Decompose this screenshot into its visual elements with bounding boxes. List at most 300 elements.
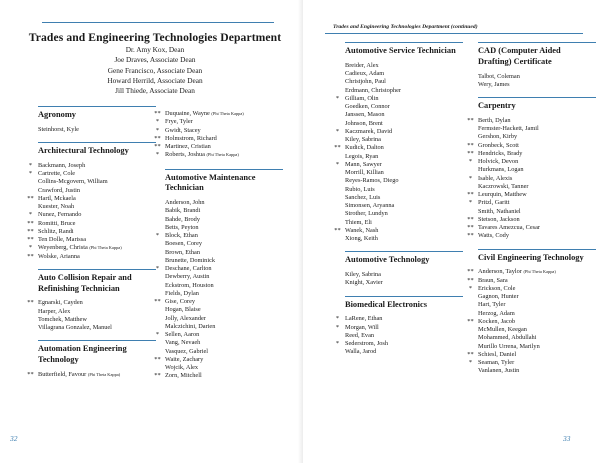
graduate-name: Vang, Nevaeh xyxy=(165,339,201,347)
honor-marker: ** xyxy=(154,143,161,150)
graduate-name: Weyenberg, Christa xyxy=(38,244,88,252)
graduate-name: Cadieux, Adam xyxy=(345,70,385,78)
graduate-name: Pritzl, Garitt xyxy=(478,199,510,207)
list-item xyxy=(478,208,596,216)
list-item xyxy=(165,290,293,298)
program-title: Auto Collision Repair and Refinishing Technician xyxy=(38,272,132,293)
list-item xyxy=(478,326,596,334)
honor-marker: * xyxy=(468,199,473,207)
list-item xyxy=(345,186,467,194)
graduate-name: Anderson, Taylor xyxy=(478,268,522,276)
graduate-name: Jolly, Alexander xyxy=(165,314,206,322)
graduate-name: LaRene, Ethan xyxy=(345,315,383,323)
list-item xyxy=(478,301,596,309)
list-item xyxy=(467,191,596,199)
list-item xyxy=(345,78,467,86)
list-item xyxy=(27,227,158,236)
list-item xyxy=(165,249,293,257)
honor-marker: ** xyxy=(467,149,474,157)
list-item xyxy=(27,299,158,307)
honor-marker: * xyxy=(335,323,340,331)
graduate-name: Stetson, Jackson xyxy=(478,215,520,223)
list-item xyxy=(478,334,596,342)
list-item xyxy=(38,316,158,324)
graduate-name: Mann, Sawyer xyxy=(345,160,382,168)
graduate-name: Talbot, Coleman xyxy=(478,72,520,80)
list-item xyxy=(468,174,596,183)
graduate-name: Fields, Dylan xyxy=(165,289,199,297)
list-item xyxy=(478,367,596,375)
list-item xyxy=(345,87,467,95)
graduate-name: Egnarski, Cayden xyxy=(38,299,83,307)
honor-marker: * xyxy=(155,118,160,126)
section-rule xyxy=(345,42,463,43)
honor-marker: ** xyxy=(467,232,474,240)
graduate-name: Hartl, Mckaela xyxy=(38,194,76,202)
list-item xyxy=(345,235,467,243)
graduate-name: Christjohn, Paul xyxy=(345,78,386,86)
honor-marker: ** xyxy=(154,298,161,306)
graduate-name: Strother, Lundyn xyxy=(345,210,388,218)
graduate-name: Erickson, Cole xyxy=(478,284,516,292)
honor-marker: ** xyxy=(467,224,474,232)
graduate-name: Kaczmarek, David xyxy=(345,127,393,135)
list-item xyxy=(467,317,596,326)
list-item xyxy=(478,293,596,301)
graduate-name: Brunette, Dominick xyxy=(165,256,216,264)
list-item xyxy=(345,202,467,210)
honor-marker: ** xyxy=(154,355,161,363)
graduate-name: Sellen, Aaron xyxy=(165,331,200,339)
list-item xyxy=(478,81,596,89)
graduate-name: Betts, Peyton xyxy=(165,223,199,231)
graduate-name: Vasquez, Gabriel xyxy=(165,347,209,355)
right-page xyxy=(303,0,600,463)
program-section xyxy=(478,42,596,89)
list-item xyxy=(345,103,467,111)
list-item xyxy=(165,348,293,356)
honor-marker: * xyxy=(155,232,160,240)
graduate-name: Gise, Corey xyxy=(165,298,196,306)
list-item xyxy=(345,136,467,144)
honor-marker: * xyxy=(155,126,160,134)
graduate-name: Kaczrowski, Tanner xyxy=(478,182,529,190)
section-rule xyxy=(478,42,596,43)
graduate-name: Brown, Ethan xyxy=(165,248,200,256)
graduate-name: Simonsen, Aryanna xyxy=(345,202,395,210)
staff-list xyxy=(10,45,300,96)
staff-line: Howard Herrild, Associate Dean xyxy=(107,75,203,85)
list-item xyxy=(27,371,158,379)
graduate-name: Walla, Jarod xyxy=(345,348,377,356)
program-title: Automotive Maintenance Technician xyxy=(165,172,256,193)
graduate-name: Boesen, Corey xyxy=(165,240,203,248)
honor-marker: * xyxy=(335,340,340,348)
list-item xyxy=(27,236,158,244)
graduate-name: Steinhorst, Kyle xyxy=(38,125,79,133)
list-item xyxy=(478,133,596,141)
list-item xyxy=(155,151,293,159)
graduate-list xyxy=(345,271,467,288)
list-item xyxy=(165,306,293,314)
graduate-name: Gagnon, Hunter xyxy=(478,293,519,301)
graduate-list xyxy=(27,299,158,332)
graduate-name: Breider, Alex xyxy=(345,61,379,69)
graduate-name: Isable, Alexis xyxy=(478,174,513,182)
graduate-name: Knight, Xavier xyxy=(345,279,383,287)
list-item xyxy=(467,149,596,158)
graduate-name: Fermster-Hackett, Jamil xyxy=(478,125,539,133)
graduate-list xyxy=(27,161,158,261)
list-item xyxy=(335,315,467,323)
list-item xyxy=(478,183,596,191)
list-item xyxy=(478,125,596,133)
list-item xyxy=(345,348,467,356)
honor-note: (Phi Theta Kappa) xyxy=(523,269,556,275)
graduate-name: Eckstrom, Houston xyxy=(165,281,214,289)
graduate-name: Block, Ethan xyxy=(165,232,198,240)
list-item xyxy=(154,298,293,306)
staff-line: Gene Francisco, Associate Dean xyxy=(107,65,203,75)
left-column-1 xyxy=(27,106,158,387)
list-item xyxy=(165,224,293,232)
graduate-name: Butterfield, Favour xyxy=(38,371,87,379)
program-section xyxy=(334,42,467,243)
list-item xyxy=(335,160,467,169)
honor-marker: ** xyxy=(154,134,161,142)
graduate-list xyxy=(154,199,293,381)
continued-list xyxy=(154,110,293,160)
staff-line: Jill Thiede, Associate Dean xyxy=(115,86,195,96)
graduate-name: Gershon, Kirby xyxy=(478,133,518,141)
honor-marker: ** xyxy=(27,299,34,307)
graduate-name: Hogan, Blaise xyxy=(165,306,201,314)
right-column-2 xyxy=(467,42,596,384)
list-item xyxy=(27,252,158,261)
honor-marker: ** xyxy=(467,191,474,199)
list-item xyxy=(335,94,467,103)
list-item xyxy=(467,276,596,285)
graduate-name: Harper, Alex xyxy=(38,307,71,315)
graduate-name: Roberts, Joshua xyxy=(165,151,205,159)
honor-marker: ** xyxy=(27,371,34,379)
list-item xyxy=(345,219,467,227)
graduate-name: Wolske, Arianna xyxy=(38,252,80,260)
section-rule xyxy=(478,97,596,98)
list-item xyxy=(165,207,293,215)
title-rule xyxy=(42,22,274,23)
list-item xyxy=(165,199,293,207)
list-item xyxy=(154,355,293,364)
graduate-name: Crawford, Justin xyxy=(38,186,80,194)
list-item xyxy=(345,120,467,128)
list-item xyxy=(345,70,467,78)
program-section xyxy=(27,340,158,379)
graduate-name: Leurquin, Matthew xyxy=(478,191,527,199)
graduate-name: Wojcik, Alex xyxy=(165,364,199,372)
program-title: CAD (Computer Aided Drafting) Certificate xyxy=(478,46,561,66)
list-item xyxy=(335,323,467,332)
graduate-name: Kudick, Dalton xyxy=(345,144,384,152)
graduate-name: Kocken, Jacob xyxy=(478,317,516,325)
list-item xyxy=(165,315,293,323)
list-item xyxy=(38,187,158,195)
program-title: Automotive Technology xyxy=(345,255,430,265)
list-item xyxy=(345,169,467,177)
graduate-name: Schiesl, Daniel xyxy=(478,350,517,358)
list-item xyxy=(467,232,596,240)
honor-marker: * xyxy=(468,158,473,166)
program-title: Biomedical Electronics xyxy=(345,299,427,309)
graduate-name: Vanlanen, Justin xyxy=(478,367,520,375)
graduate-list xyxy=(478,73,596,90)
program-title: Civil Engineering Technology xyxy=(478,252,584,262)
section-rule xyxy=(38,142,156,143)
list-item xyxy=(334,144,467,152)
honor-marker: ** xyxy=(27,227,34,235)
left-column-2 xyxy=(154,110,293,389)
graduate-name: Gilliam, Olin xyxy=(345,94,379,102)
graduate-name: Nunez, Fernando xyxy=(38,211,82,219)
honor-marker: ** xyxy=(334,144,341,152)
graduate-name: Anderson, John xyxy=(165,199,205,207)
program-section xyxy=(345,251,467,287)
graduate-name: Hart, Tyler xyxy=(478,301,506,309)
graduate-name: Watts, Cody xyxy=(478,232,509,240)
honor-marker: ** xyxy=(334,226,341,234)
list-item xyxy=(154,143,293,151)
graduate-name: Gwidt, Stacey xyxy=(165,126,201,134)
honor-marker: ** xyxy=(467,317,474,325)
list-item xyxy=(345,62,467,70)
honor-marker: * xyxy=(335,94,340,102)
graduate-name: Waite, Zachary xyxy=(165,355,204,363)
list-item xyxy=(345,271,467,279)
list-item xyxy=(478,343,596,351)
list-item xyxy=(27,194,158,203)
list-item xyxy=(27,219,158,228)
list-item xyxy=(165,240,293,248)
graduate-name: Kuester, Noah xyxy=(38,203,75,211)
graduate-name: Malczichini, Darien xyxy=(165,322,216,330)
honor-note: (Phi Theta Kappa) xyxy=(211,111,244,116)
graduate-name: Hendricks, Brady xyxy=(478,149,523,157)
honor-marker: * xyxy=(155,331,160,339)
honor-note: (Phi Theta Kappa) xyxy=(87,372,121,378)
list-item xyxy=(335,127,467,136)
list-item xyxy=(345,177,467,185)
section-rule xyxy=(345,296,463,297)
list-item xyxy=(28,244,158,252)
graduate-name: Smith, Nathaniel xyxy=(478,207,521,215)
program-section xyxy=(27,269,158,333)
graduate-name: Cartrette, Cole xyxy=(38,170,76,178)
list-item xyxy=(468,359,596,367)
graduate-name: Gronbeck, Scott xyxy=(478,141,519,149)
graduate-name: Holvick, Devon xyxy=(478,158,519,166)
graduate-name: Wanek, Nash xyxy=(345,226,379,234)
honor-marker: * xyxy=(468,284,473,292)
graduate-name: Tomchek, Matthew xyxy=(38,315,87,323)
list-item xyxy=(467,268,596,276)
graduate-name: Romitti, Bruce xyxy=(38,219,76,227)
program-section xyxy=(27,142,158,261)
graduate-name: Schlitz, Randi xyxy=(38,227,74,235)
list-item xyxy=(154,134,293,143)
list-item xyxy=(28,170,158,178)
list-item xyxy=(155,118,293,126)
list-item xyxy=(165,339,293,347)
graduate-name: Johnson, Brent xyxy=(345,119,383,127)
graduate-name: Sanchez, Luis xyxy=(345,193,381,201)
list-item xyxy=(467,141,596,150)
list-item xyxy=(478,166,596,174)
list-item xyxy=(165,323,293,331)
honor-marker: * xyxy=(155,265,160,273)
graduate-list xyxy=(467,116,596,241)
honor-marker: * xyxy=(468,359,473,367)
graduate-name: Braun, Sara xyxy=(478,276,508,284)
graduate-name: Zorn, Mitchell xyxy=(165,372,202,380)
program-section xyxy=(467,97,596,241)
list-item xyxy=(165,282,293,290)
staff-line: Dr. Amy Kox, Dean xyxy=(125,45,185,54)
graduate-name: Kiley, Sabrina xyxy=(345,271,381,279)
graduate-list xyxy=(334,61,467,244)
graduate-name: Hurkmans, Logan xyxy=(478,166,524,174)
graduate-name: Tavares Amezcua, Cesar xyxy=(478,224,540,232)
graduate-name: McMullen, Keegan xyxy=(478,326,527,334)
list-item xyxy=(38,126,158,134)
section-rule xyxy=(38,340,156,341)
list-item xyxy=(165,257,293,265)
honor-marker: * xyxy=(28,244,33,252)
section-rule xyxy=(38,106,156,107)
graduate-name: Goedken, Connor xyxy=(345,103,390,111)
list-item xyxy=(155,232,293,240)
graduate-name: Dewberry, Austin xyxy=(165,273,210,281)
honor-note: (Phi Theta Kappa) xyxy=(89,245,122,251)
graduate-list xyxy=(27,371,158,379)
honor-marker: * xyxy=(335,315,340,323)
honor-marker: ** xyxy=(467,215,474,223)
honor-marker: ** xyxy=(467,350,474,358)
list-item xyxy=(38,308,158,316)
honor-marker: * xyxy=(28,170,33,178)
running-head: Trades and Engineering Technologies Department (continued) xyxy=(333,24,478,30)
program-section xyxy=(467,249,596,376)
list-item xyxy=(38,178,158,186)
list-item xyxy=(467,350,596,359)
honor-note: (Phi Theta Kappa) xyxy=(206,152,239,158)
graduate-name: Villagrana Gonzalez, Manuel xyxy=(38,324,112,332)
honor-marker: ** xyxy=(27,219,34,227)
list-item xyxy=(335,340,467,348)
graduate-name: Ten Dolle, Marissa xyxy=(38,236,86,244)
graduate-name: Martinez, Cristian xyxy=(165,143,211,150)
page-number: 33 xyxy=(563,434,571,443)
honor-marker: ** xyxy=(467,116,474,124)
program-title: Agronomy xyxy=(38,110,76,119)
honor-marker: * xyxy=(468,174,473,182)
list-item xyxy=(345,210,467,218)
right-column-1 xyxy=(334,42,467,365)
graduate-name: Sederstrom, Josh xyxy=(345,340,389,348)
list-item xyxy=(345,332,467,340)
section-rule xyxy=(345,251,463,252)
list-item xyxy=(345,194,467,202)
program-title: Automotive Service Technician xyxy=(345,46,456,55)
graduate-name: Legois, Ryan xyxy=(345,152,379,160)
graduate-name: Wery, James xyxy=(478,80,510,88)
list-item xyxy=(345,279,467,287)
section-rule xyxy=(165,169,283,170)
graduate-name: Kiley, Sabrina xyxy=(345,136,381,144)
list-item xyxy=(165,364,293,372)
honor-marker: * xyxy=(155,151,160,159)
graduate-name: Morrill, Killian xyxy=(345,169,384,177)
honor-marker: ** xyxy=(467,141,474,149)
list-item xyxy=(155,265,293,273)
graduate-name: Reyes-Ramos, Diego xyxy=(345,177,399,185)
honor-marker: * xyxy=(335,127,340,135)
honor-marker: ** xyxy=(154,372,161,380)
program-section xyxy=(154,169,293,381)
graduate-name: Rubio, Luis xyxy=(345,185,375,193)
list-item xyxy=(28,161,158,170)
list-item xyxy=(154,372,293,380)
graduate-name: Morgan, Will xyxy=(345,323,379,331)
program-title: Architectural Technology xyxy=(38,146,129,156)
department-title: Trades and Engineering Technologies Department xyxy=(28,31,282,44)
graduate-name: Berth, Dylan xyxy=(478,116,511,124)
graduate-name: Backmann, Joseph xyxy=(38,161,86,169)
list-item xyxy=(478,73,596,81)
graduate-name: Mohammed, Abdullahi xyxy=(478,334,537,342)
running-head-rule xyxy=(325,33,583,34)
list-item xyxy=(38,203,158,211)
graduate-name: Thiem, Eli xyxy=(345,218,372,226)
honor-marker: ** xyxy=(27,252,34,260)
list-item xyxy=(155,331,293,339)
program-title: Automation Engineering Technology xyxy=(38,344,127,365)
list-item xyxy=(334,226,467,235)
graduate-name: Holmstrom, Richard xyxy=(165,134,217,142)
list-item xyxy=(468,284,596,293)
section-rule xyxy=(38,269,156,270)
graduate-name: Reed, Evan xyxy=(345,331,375,339)
list-item xyxy=(467,224,596,232)
program-section xyxy=(335,296,467,357)
honor-marker: * xyxy=(335,160,340,168)
graduate-name: Collins-Mcgovern, William xyxy=(38,178,108,186)
list-item xyxy=(165,216,293,224)
graduate-name: Babik, Brandi xyxy=(165,207,201,215)
honor-marker: * xyxy=(28,161,33,169)
graduate-name: Bahde, Brody xyxy=(165,215,200,223)
list-item xyxy=(155,126,293,135)
list-item xyxy=(345,111,467,119)
graduate-name: Seaman, Tyler xyxy=(478,359,515,367)
program-section xyxy=(38,106,158,134)
graduate-name: Murillo Urrena, Marilyn xyxy=(478,342,540,350)
graduate-name: Herzog, Adam xyxy=(478,309,515,317)
list-item xyxy=(467,116,596,125)
program-title: Carpentry xyxy=(478,101,516,111)
graduate-name: Duquaine, Wayne xyxy=(165,110,210,117)
page-number: 32 xyxy=(10,434,18,443)
list-item xyxy=(38,324,158,332)
